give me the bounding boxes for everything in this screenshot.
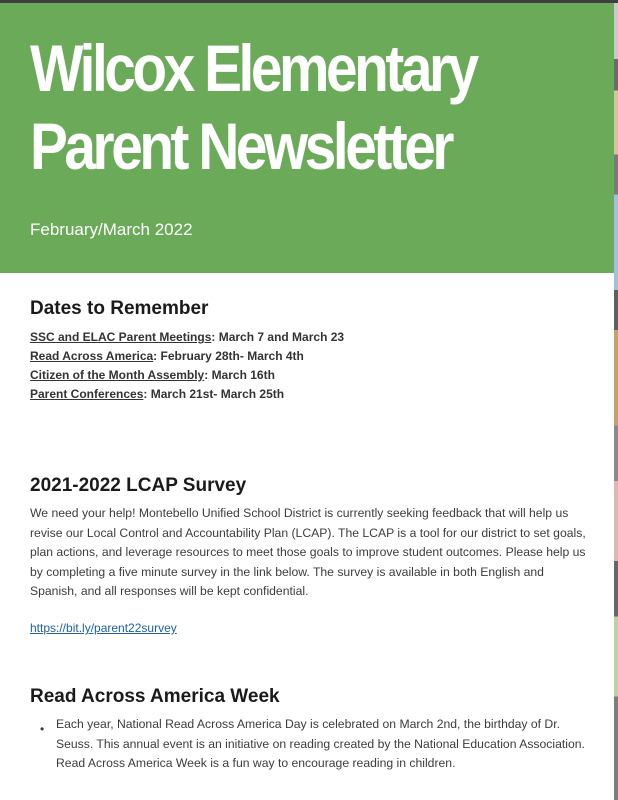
read-across-bullet: Each year, National Read Across America Day is celebrated on March 2nd, the birthday of Dr. Seuss. This annual event is an initiative on reading created by the National Education Association. Read Across America Week is a fun way to encourage reading in children. (56, 717, 585, 771)
header-banner (0, 3, 614, 273)
lcap-heading: 2021-2022 LCAP Survey (30, 475, 247, 496)
date-link-parent-conferences[interactable]: Parent Conferences (30, 387, 144, 401)
lcap-paragraph: We need your help! Montebello Unified School District is currently seeking feedback that will help us revise our Local Control and Accountability Plan (LCAP). The LCAP is a tool for our district to set goals, plan actions, and leverage resources to meet those goals to improve student outcomes. Please help us by completing a five minute survey in the link below. The survey is available in both English and Spanish, and all responses will be kept confidential. (30, 506, 586, 599)
title-line-1: Wilcox Elementary (30, 31, 476, 105)
date-item (30, 349, 304, 363)
title-line-2: Parent Newsletter (30, 109, 452, 183)
newsletter-title (30, 29, 520, 185)
date-value: : March 16th (204, 368, 275, 382)
read-across-heading: Read Across America Week (30, 686, 280, 707)
survey-link[interactable]: https://bit.ly/parent22survey (30, 621, 177, 635)
date-link-ssc-elac[interactable]: SSC and ELAC Parent Meetings (30, 330, 212, 344)
date-item (30, 387, 284, 401)
window-edge-strip (614, 3, 618, 800)
date-item (30, 330, 344, 344)
date-link-read-across-america[interactable]: Read Across America (30, 349, 154, 363)
date-value: : February 28th- March 4th (153, 349, 304, 363)
date-value: : March 7 and March 23 (211, 330, 345, 344)
issue-date: February/March 2022 (30, 220, 193, 239)
date-value: : March 21st- March 25th (143, 387, 285, 401)
date-item (30, 368, 275, 382)
dates-heading: Dates to Remember (30, 298, 209, 319)
bullet-dot-icon: • (40, 722, 45, 736)
date-link-citizen-assembly[interactable]: Citizen of the Month Assembly (30, 368, 205, 382)
